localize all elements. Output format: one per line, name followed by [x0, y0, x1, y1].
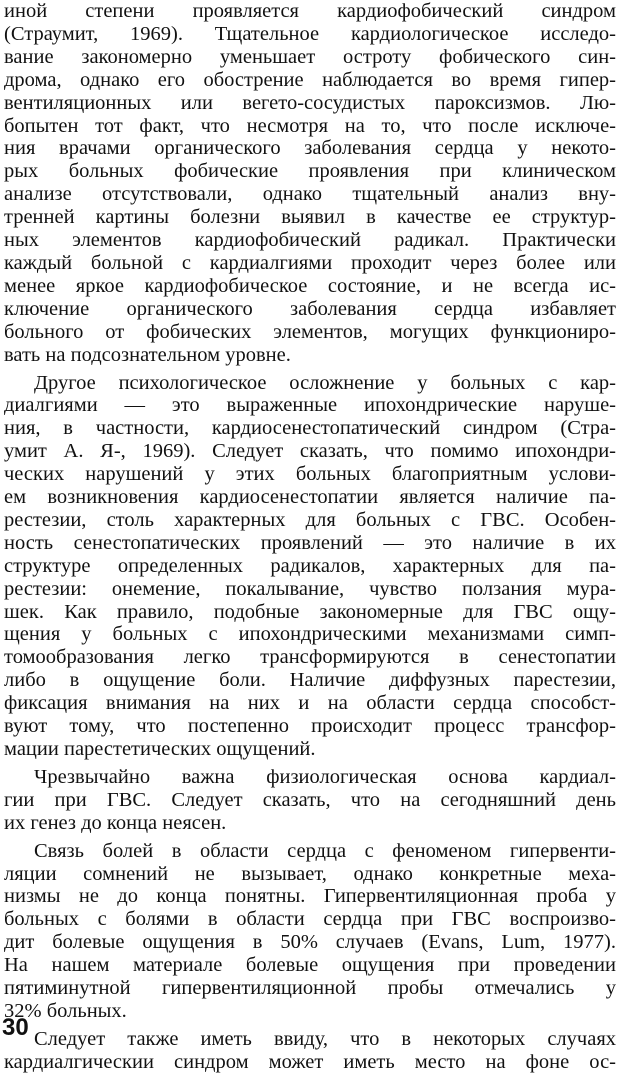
text-line: умит А. Я-, 1969). Следует сказать, что помимо ипохондри- — [4, 440, 616, 463]
text-line: дрома, однако его обострение наблюдается во время гипер- — [4, 68, 616, 91]
text-line: ключение органического заболевания сердца избавляет — [4, 297, 616, 320]
text-line: щения у больных с ипохондрическими механизмами симп- — [4, 623, 616, 646]
text-line: ческих нарушений у этих больных благоприятным услови- — [4, 463, 616, 486]
text-line: На нашем материале болевые ощущения при проведении — [4, 954, 616, 977]
text-line: вуют тому, что постепенно происходит процесс трансфор- — [4, 715, 616, 738]
text-line: 32% больных. — [4, 999, 127, 1022]
text-line: Чрезвычайно важна физиологическая основа кардиал- — [34, 765, 616, 788]
text-line: каждый больной с кардиалгиями проходит через более или — [4, 251, 616, 274]
text-line: тренней картины болезни выявил в качестве ее структур- — [4, 206, 616, 229]
text-line: ем возникновения кардиосенестопатии является наличие па- — [4, 486, 616, 509]
text-line: структуре определенных радикалов, характерных для па- — [4, 554, 616, 577]
text-line: рестезии, столь характерных для больных с ГВС. Особен- — [4, 508, 616, 531]
text-line: диалгиями — это выраженные ипохондрические наруше- — [4, 394, 616, 417]
text-line: ных элементов кардиофобический радикал. Практически — [4, 229, 616, 252]
text-line: дит болевые ощущения в 50% случаев (Evans, Lum, 1977). — [4, 931, 616, 954]
paragraph — [4, 840, 616, 1023]
text-line: Другое психологическое осложнение у больных с кар- — [34, 371, 616, 394]
text-line: ния, в частности, кардиосенестопатический синдром (Стра- — [4, 417, 616, 440]
text-line: иной степени проявляется кардиофобический синдром — [4, 0, 616, 22]
text-line: ляции сомнений не вызывает, однако конкретные меха- — [4, 862, 616, 885]
text-line: больных с болями в области сердца при ГВС воспроизво- — [4, 908, 616, 931]
text-line: гии при ГВС. Следует сказать, что на сегодняшний день — [4, 788, 616, 811]
paragraph — [4, 1028, 616, 1074]
text-line: мации парестетических ощущений. — [4, 738, 316, 760]
text-line: рестезии: онемение, покалывание, чувство ползания мура- — [4, 577, 616, 600]
text-line: томообразования легко трансформируются в сенестопатии — [4, 646, 616, 669]
paragraph — [4, 0, 616, 367]
text-line: менее яркое кардиофобическое состояние, и не всегда ис- — [4, 274, 616, 297]
paragraph — [4, 766, 616, 835]
text-line: Следует также иметь ввиду, что в некоторых случаях — [34, 1027, 616, 1050]
text-line: низмы не до конца понятны. Гипервентиляционная проба у — [4, 885, 616, 908]
body-text — [4, 0, 616, 1079]
text-line: ность сенестопатических проявлений — это наличие в их — [4, 531, 616, 554]
text-line: кардиалгическии синдром может иметь место на фоне ос- — [4, 1050, 616, 1073]
paragraph — [4, 372, 616, 761]
text-line: бопытен тот факт, что несмотря на то, что после исключе- — [4, 114, 616, 137]
text-line: вать на подсознательном уровне. — [4, 343, 291, 366]
text-line: вание закономерно уменьшает остроту фобического син- — [4, 45, 616, 68]
text-line: их генез до конца неясен. — [4, 811, 227, 834]
text-line: либо в ощущение боли. Наличие диффузных парестезии, — [4, 669, 616, 692]
text-line: больного от фобических элементов, могущих функциониро- — [4, 320, 616, 343]
text-line: пятиминутной гипервентиляционной пробы отмечались у — [4, 977, 616, 1000]
text-line: вентиляционных или вегето-сосудистых пароксизмов. Лю- — [4, 91, 616, 114]
text-line: (Страумит, 1969). Тщательное кардиологическое исследо- — [4, 22, 616, 45]
text-line: фиксация внимания на них и на области сердца способст- — [4, 692, 616, 715]
text-line: Связь болей в области сердца с феноменом гипервенти- — [34, 839, 616, 862]
text-line: анализе отсутствовали, однако тщательный анализ вну- — [4, 183, 616, 206]
text-line: ния врачами органического заболевания сердца у некото- — [4, 137, 616, 160]
text-line: шек. Как правило, подобные закономерные для ГВС ощу- — [4, 600, 616, 623]
page-number: 30 — [2, 1014, 29, 1041]
text-line: рых больных фобические проявления при клиническом — [4, 160, 616, 183]
